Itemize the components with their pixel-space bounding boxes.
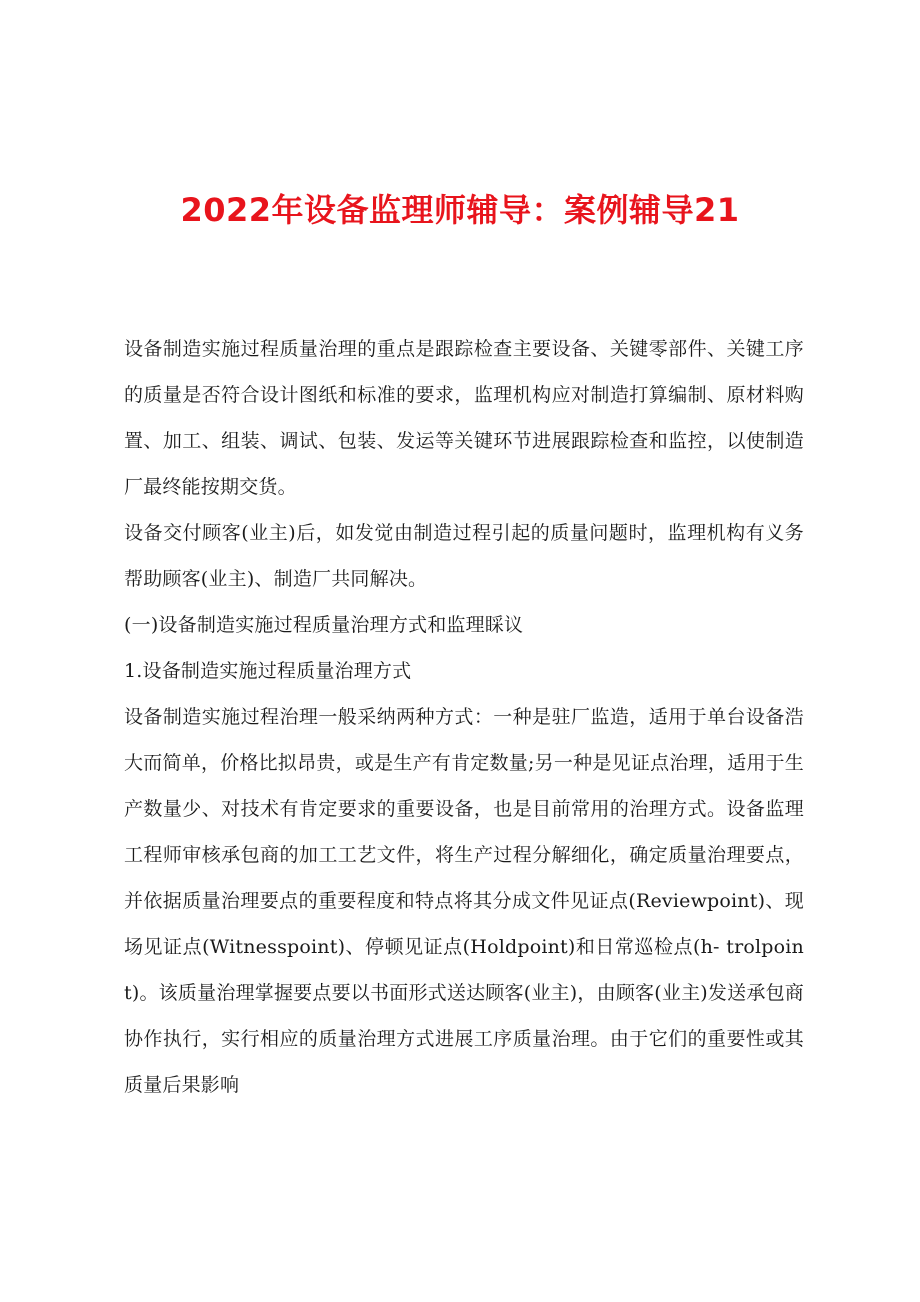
paragraph-2: 设备交付顾客(业主)后，如发觉由制造过程引起的质量问题时，监理机构有义务帮助顾客(业主)、制造厂共同解决。	[124, 522, 804, 590]
section-heading: (一)设备制造实施过程质量治理方式和监理睬议	[124, 614, 524, 636]
paragraph-3: 设备制造实施过程治理一般采纳两种方式：一种是驻厂监造，适用于单台设备浩大而简单，价格比拟昂贵，或是生产有肯定数量;另一种是见证点治理，适用于生产数量少、对技术有肯定要求的重要设备，也是目前常用的治理方式。设备监理工程师审核承包商的加工工艺文件，将生产过程分解细化，确定质量治理要点，并依据质量治理要点的重要程度和特点将其分成文件见证点(Reviewpoint)、现场见证点(Witnesspoint)、停顿见证点(Holdpoint)和日常巡检点(h- trolpoint)。该质量治理掌握要点要以书面形式送达顾客(业主)，由顾客(业主)发送承包商协作执行，实行相应的质量治理方式进展工序质量治理。由于它们的重要性或其质量后果影响	[124, 706, 804, 1096]
subsection-heading: 1.设备制造实施过程质量治理方式	[124, 660, 412, 682]
document-body	[124, 326, 804, 1108]
document-title: 2022年设备监理师辅导：案例辅导21	[180, 191, 740, 229]
paragraph-1: 设备制造实施过程质量治理的重点是跟踪检查主要设备、关键零部件、关键工序的质量是否符合设计图纸和标准的要求，监理机构应对制造打算编制、原材料购置、加工、组装、调试、包装、发运等关键环节进展跟踪检查和监控，以使制造厂最终能按期交货。	[124, 338, 804, 498]
